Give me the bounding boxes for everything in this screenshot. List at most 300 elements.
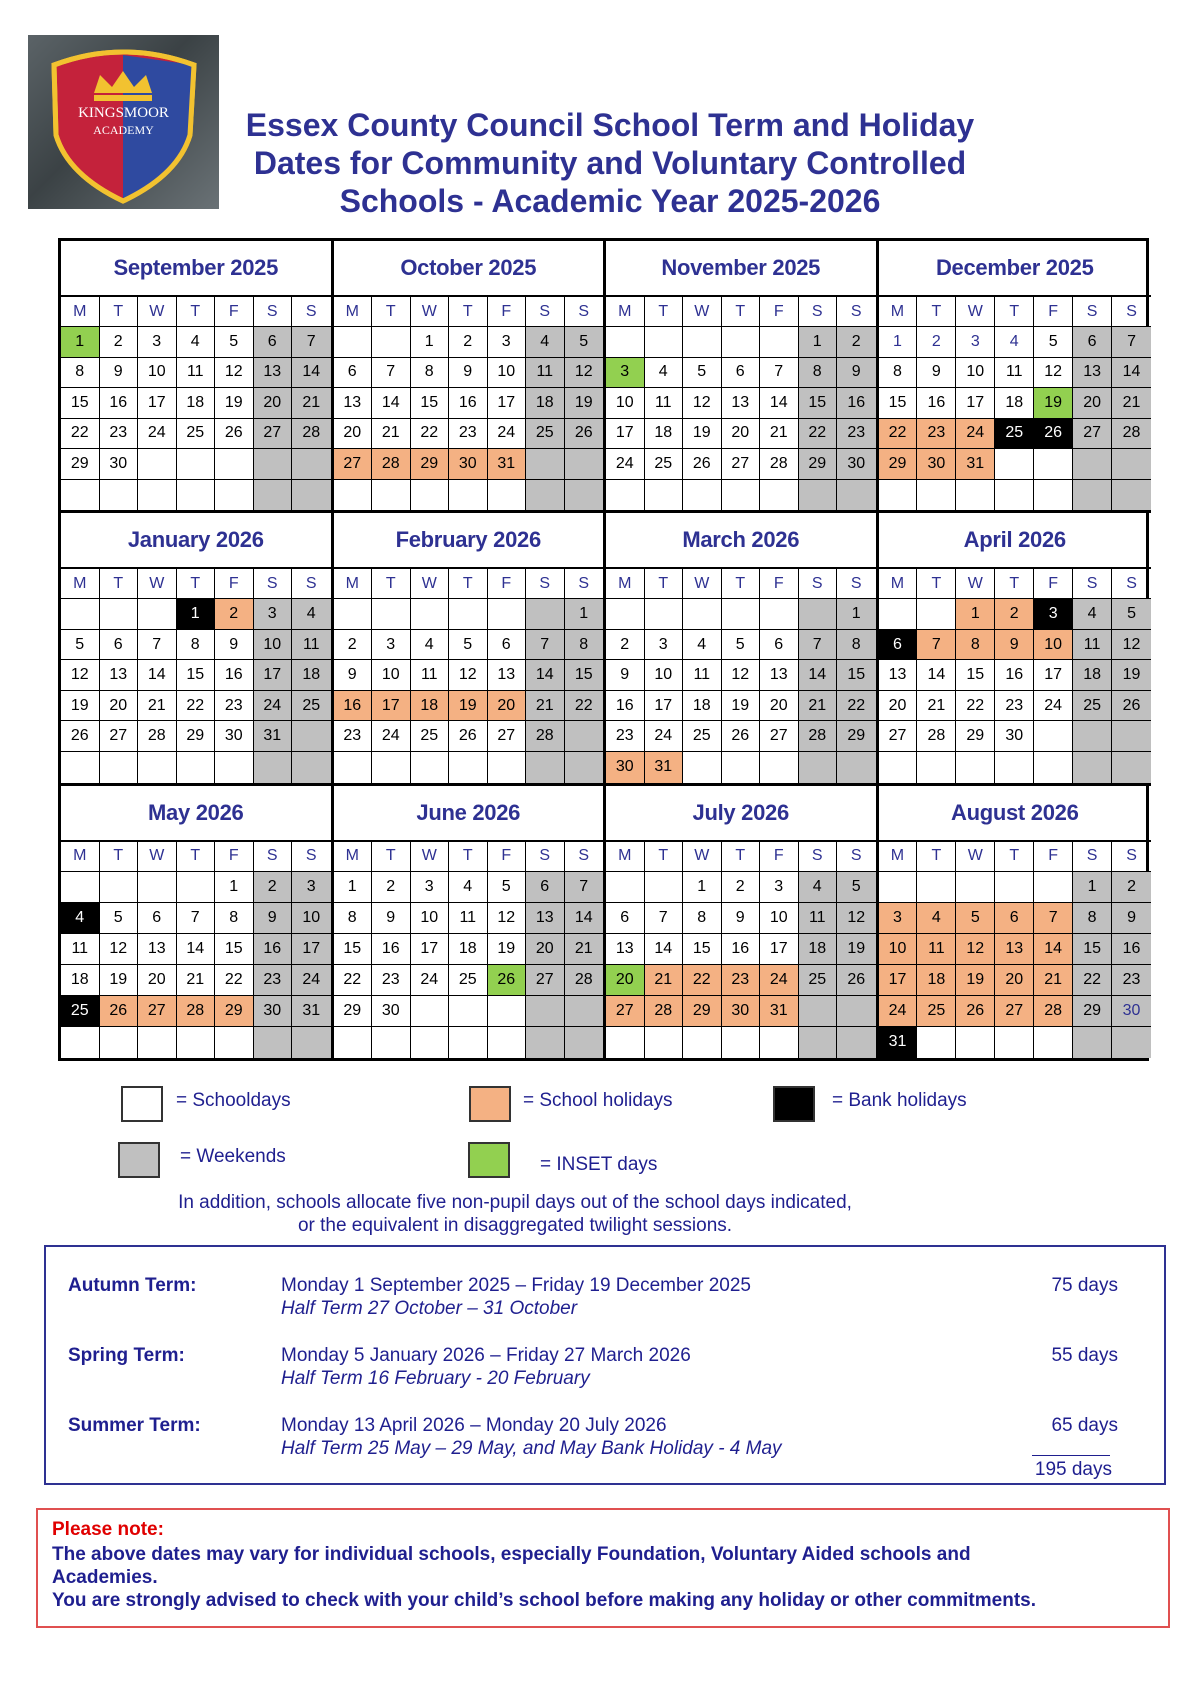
empty-cell xyxy=(138,599,177,630)
term-range-spring: Monday 5 January 2026 – Friday 27 March 2026 xyxy=(281,1345,691,1366)
day-cell: 19 xyxy=(565,388,604,419)
day-cell: 2 xyxy=(100,327,139,358)
month-block xyxy=(606,241,879,513)
day-cell: 7 xyxy=(292,327,331,358)
day-cell: 6 xyxy=(606,903,645,934)
day-cell: 23 xyxy=(100,419,139,450)
day-cell: 15 xyxy=(879,388,918,419)
day-cell: 10 xyxy=(254,630,293,661)
day-cell: 27 xyxy=(100,721,139,752)
day-cell: 20 xyxy=(334,419,373,450)
day-cell: 15 xyxy=(1073,934,1112,965)
day-cell: 7 xyxy=(645,903,684,934)
day-cell: 23 xyxy=(254,965,293,996)
day-cell: 23 xyxy=(995,691,1034,722)
empty-cell xyxy=(799,1027,838,1058)
empty-cell xyxy=(292,752,331,783)
day-cell: 18 xyxy=(177,388,216,419)
weekday-header: F xyxy=(488,297,527,327)
day-cell: 22 xyxy=(177,691,216,722)
empty-cell xyxy=(1073,1027,1112,1058)
legend-label-schooldays: = Schooldays xyxy=(176,1090,291,1111)
day-cell: 9 xyxy=(334,660,373,691)
day-cell: 19 xyxy=(683,419,722,450)
day-cell: 27 xyxy=(254,419,293,450)
empty-cell xyxy=(722,1027,761,1058)
day-cell: 4 xyxy=(645,358,684,389)
day-cell: 27 xyxy=(879,721,918,752)
day-cell: 21 xyxy=(917,691,956,722)
notice-line1: The above dates may vary for individual schools, especially Foundation, Voluntary Aided schools and xyxy=(52,1544,971,1565)
day-cell: 22 xyxy=(837,691,876,722)
weekday-header: S xyxy=(1073,842,1112,872)
empty-cell xyxy=(138,480,177,511)
day-cell: 24 xyxy=(1034,691,1073,722)
day-cell: 16 xyxy=(334,691,373,722)
day-cell: 14 xyxy=(645,934,684,965)
empty-cell xyxy=(138,752,177,783)
day-cell: 25 xyxy=(61,996,100,1027)
day-cell: 4 xyxy=(995,327,1034,358)
day-cell: 13 xyxy=(138,934,177,965)
day-cell: 21 xyxy=(1112,388,1151,419)
day-cell: 19 xyxy=(61,691,100,722)
day-cell: 3 xyxy=(488,327,527,358)
day-cell: 13 xyxy=(488,660,527,691)
empty-cell xyxy=(292,1027,331,1058)
day-cell: 15 xyxy=(177,660,216,691)
empty-cell xyxy=(100,480,139,511)
day-cell: 20 xyxy=(995,965,1034,996)
weekday-header: T xyxy=(177,569,216,599)
day-cell: 22 xyxy=(215,965,254,996)
empty-cell xyxy=(565,449,604,480)
day-cell: 12 xyxy=(722,660,761,691)
empty-cell xyxy=(760,327,799,358)
day-cell: 29 xyxy=(215,996,254,1027)
empty-cell xyxy=(1034,1027,1073,1058)
day-cell: 10 xyxy=(879,934,918,965)
day-cell: 12 xyxy=(61,660,100,691)
day-cell: 3 xyxy=(372,630,411,661)
day-cell: 25 xyxy=(799,965,838,996)
weekday-header: W xyxy=(138,297,177,327)
day-cell: 26 xyxy=(837,965,876,996)
day-cell: 16 xyxy=(722,934,761,965)
day-cell: 27 xyxy=(995,996,1034,1027)
total-divider xyxy=(1032,1455,1110,1456)
day-cell: 12 xyxy=(683,388,722,419)
empty-cell xyxy=(995,1027,1034,1058)
day-cell: 19 xyxy=(837,934,876,965)
empty-cell xyxy=(449,752,488,783)
day-cell: 12 xyxy=(565,358,604,389)
day-cell: 28 xyxy=(565,965,604,996)
day-cell: 10 xyxy=(292,903,331,934)
weekday-header: M xyxy=(879,569,918,599)
day-cell: 7 xyxy=(372,358,411,389)
empty-cell xyxy=(292,480,331,511)
day-cell: 13 xyxy=(995,934,1034,965)
day-cell: 5 xyxy=(565,327,604,358)
month-block xyxy=(879,241,1152,513)
weekday-header: M xyxy=(879,842,918,872)
day-cell: 25 xyxy=(526,419,565,450)
empty-cell xyxy=(1034,872,1073,903)
day-cell: 1 xyxy=(799,327,838,358)
day-cell: 31 xyxy=(488,449,527,480)
month-title: June 2026 xyxy=(334,786,604,842)
day-cell: 30 xyxy=(917,449,956,480)
empty-cell xyxy=(526,599,565,630)
empty-cell xyxy=(100,752,139,783)
weekday-header: W xyxy=(411,842,450,872)
day-cell: 19 xyxy=(722,691,761,722)
day-cell: 19 xyxy=(100,965,139,996)
day-cell: 16 xyxy=(837,388,876,419)
day-cell: 23 xyxy=(837,419,876,450)
weekday-header: T xyxy=(449,297,488,327)
day-cell: 28 xyxy=(372,449,411,480)
day-cell: 9 xyxy=(722,903,761,934)
day-cell: 3 xyxy=(254,599,293,630)
empty-cell xyxy=(917,1027,956,1058)
empty-cell xyxy=(488,480,527,511)
day-cell: 18 xyxy=(995,388,1034,419)
empty-cell xyxy=(215,1027,254,1058)
empty-cell xyxy=(215,449,254,480)
empty-cell xyxy=(372,480,411,511)
empty-cell xyxy=(606,872,645,903)
day-cell: 31 xyxy=(760,996,799,1027)
empty-cell xyxy=(837,1027,876,1058)
day-cell: 1 xyxy=(879,327,918,358)
day-cell: 22 xyxy=(411,419,450,450)
month-title: November 2025 xyxy=(606,241,876,297)
day-cell: 6 xyxy=(995,903,1034,934)
weekday-header: F xyxy=(215,842,254,872)
day-cell: 16 xyxy=(254,934,293,965)
empty-cell xyxy=(1034,752,1073,783)
day-cell: 25 xyxy=(917,996,956,1027)
day-cell: 25 xyxy=(449,965,488,996)
day-cell: 17 xyxy=(372,691,411,722)
day-cell: 2 xyxy=(372,872,411,903)
day-cell: 4 xyxy=(799,872,838,903)
day-cell: 25 xyxy=(1073,691,1112,722)
day-cell: 1 xyxy=(683,872,722,903)
empty-cell xyxy=(254,480,293,511)
weekday-header: S xyxy=(526,569,565,599)
day-cell: 6 xyxy=(334,358,373,389)
weekday-header: M xyxy=(61,842,100,872)
day-cell: 19 xyxy=(488,934,527,965)
day-cell: 10 xyxy=(372,660,411,691)
day-cell: 29 xyxy=(683,996,722,1027)
day-cell: 16 xyxy=(1112,934,1151,965)
empty-cell xyxy=(526,480,565,511)
day-cell: 8 xyxy=(1073,903,1112,934)
month-title: September 2025 xyxy=(61,241,331,297)
day-cell: 17 xyxy=(956,388,995,419)
day-cell: 10 xyxy=(138,358,177,389)
day-cell: 30 xyxy=(995,721,1034,752)
day-cell: 30 xyxy=(722,996,761,1027)
weekday-header: F xyxy=(1034,842,1073,872)
day-cell: 18 xyxy=(61,965,100,996)
day-cell: 21 xyxy=(1034,965,1073,996)
day-cell: 1 xyxy=(956,599,995,630)
weekday-header: S xyxy=(565,842,604,872)
weekday-header: S xyxy=(526,842,565,872)
empty-cell xyxy=(1034,480,1073,511)
day-cell: 29 xyxy=(334,996,373,1027)
day-cell: 22 xyxy=(61,419,100,450)
empty-cell xyxy=(334,1027,373,1058)
day-cell: 2 xyxy=(215,599,254,630)
empty-cell xyxy=(722,327,761,358)
day-cell: 17 xyxy=(1034,660,1073,691)
weekday-header: F xyxy=(760,569,799,599)
day-cell: 11 xyxy=(61,934,100,965)
day-cell: 27 xyxy=(488,721,527,752)
notice-heading: Please note: xyxy=(52,1519,164,1540)
empty-cell xyxy=(526,1027,565,1058)
empty-cell xyxy=(488,996,527,1027)
day-cell: 21 xyxy=(292,388,331,419)
weekday-header: W xyxy=(956,842,995,872)
empty-cell xyxy=(956,480,995,511)
day-cell: 19 xyxy=(1112,660,1151,691)
day-cell: 16 xyxy=(215,660,254,691)
day-cell: 1 xyxy=(177,599,216,630)
weekday-header: W xyxy=(683,297,722,327)
month-block xyxy=(879,513,1152,785)
empty-cell xyxy=(956,752,995,783)
day-cell: 2 xyxy=(254,872,293,903)
day-cell: 18 xyxy=(526,388,565,419)
empty-cell xyxy=(1112,480,1151,511)
please-note-box xyxy=(36,1508,1170,1628)
day-cell: 24 xyxy=(411,965,450,996)
empty-cell xyxy=(917,599,956,630)
empty-cell xyxy=(100,872,139,903)
day-cell: 9 xyxy=(917,358,956,389)
empty-cell xyxy=(215,480,254,511)
day-cell: 21 xyxy=(799,691,838,722)
day-cell: 10 xyxy=(760,903,799,934)
day-cell: 11 xyxy=(449,903,488,934)
day-cell: 19 xyxy=(1034,388,1073,419)
day-cell: 25 xyxy=(995,419,1034,450)
empty-cell xyxy=(760,752,799,783)
day-cell: 11 xyxy=(526,358,565,389)
day-cell: 29 xyxy=(411,449,450,480)
day-cell: 29 xyxy=(956,721,995,752)
day-cell: 17 xyxy=(879,965,918,996)
weekday-header: T xyxy=(645,297,684,327)
day-cell: 10 xyxy=(645,660,684,691)
day-cell: 29 xyxy=(799,449,838,480)
day-cell: 28 xyxy=(799,721,838,752)
weekday-header: T xyxy=(449,569,488,599)
empty-cell xyxy=(1112,1027,1151,1058)
empty-cell xyxy=(1073,752,1112,783)
day-cell: 22 xyxy=(956,691,995,722)
day-cell: 28 xyxy=(1034,996,1073,1027)
day-cell: 23 xyxy=(215,691,254,722)
day-cell: 21 xyxy=(177,965,216,996)
month-title: July 2026 xyxy=(606,786,876,842)
day-cell: 7 xyxy=(138,630,177,661)
weekday-header: S xyxy=(292,842,331,872)
weekday-header: T xyxy=(372,842,411,872)
day-cell: 23 xyxy=(449,419,488,450)
title-line3: Schools - Academic Year 2025-2026 xyxy=(339,183,881,219)
day-cell: 30 xyxy=(372,996,411,1027)
school-logo xyxy=(28,35,219,209)
empty-cell xyxy=(995,872,1034,903)
day-cell: 31 xyxy=(292,996,331,1027)
day-cell: 14 xyxy=(565,903,604,934)
weekday-header: M xyxy=(879,297,918,327)
weekday-header: W xyxy=(411,569,450,599)
day-cell: 22 xyxy=(334,965,373,996)
weekday-header: M xyxy=(606,569,645,599)
legend-swatch-weekends xyxy=(118,1142,160,1178)
day-cell: 15 xyxy=(956,660,995,691)
empty-cell xyxy=(799,752,838,783)
day-cell: 31 xyxy=(254,721,293,752)
empty-cell xyxy=(449,599,488,630)
day-cell: 12 xyxy=(215,358,254,389)
term-dates-autumn xyxy=(281,1274,751,1320)
day-cell: 6 xyxy=(526,872,565,903)
day-cell: 9 xyxy=(449,358,488,389)
weekday-header: T xyxy=(449,842,488,872)
weekday-header: W xyxy=(683,842,722,872)
day-cell: 27 xyxy=(1073,419,1112,450)
day-cell: 22 xyxy=(799,419,838,450)
day-cell: 14 xyxy=(292,358,331,389)
day-cell: 30 xyxy=(215,721,254,752)
weekday-header: S xyxy=(837,842,876,872)
title-line1: Essex County Council School Term and Holiday xyxy=(245,107,975,143)
term-range-autumn: Monday 1 September 2025 – Friday 19 December 2025 xyxy=(281,1275,751,1296)
day-cell: 7 xyxy=(917,630,956,661)
day-cell: 7 xyxy=(799,630,838,661)
day-cell: 20 xyxy=(526,934,565,965)
day-cell: 28 xyxy=(760,449,799,480)
term-half-autumn: Half Term 27 October – 31 October xyxy=(281,1298,578,1319)
calendar-grid xyxy=(58,238,1149,1061)
empty-cell xyxy=(722,480,761,511)
empty-cell xyxy=(61,752,100,783)
day-cell: 23 xyxy=(917,419,956,450)
weekday-header: T xyxy=(372,569,411,599)
day-cell: 17 xyxy=(138,388,177,419)
day-cell: 24 xyxy=(292,965,331,996)
day-cell: 2 xyxy=(606,630,645,661)
empty-cell xyxy=(138,1027,177,1058)
day-cell: 19 xyxy=(215,388,254,419)
weekday-header: W xyxy=(411,297,450,327)
empty-cell xyxy=(254,1027,293,1058)
day-cell: 29 xyxy=(837,721,876,752)
day-cell: 14 xyxy=(372,388,411,419)
month-block xyxy=(334,786,607,1058)
empty-cell xyxy=(526,752,565,783)
day-cell: 16 xyxy=(100,388,139,419)
day-cell: 7 xyxy=(1112,327,1151,358)
empty-cell xyxy=(683,480,722,511)
empty-cell xyxy=(1112,721,1151,752)
day-cell: 20 xyxy=(760,691,799,722)
weekday-header: T xyxy=(995,842,1034,872)
day-cell: 28 xyxy=(292,419,331,450)
weekday-header: T xyxy=(917,569,956,599)
day-cell: 18 xyxy=(292,660,331,691)
day-cell: 1 xyxy=(837,599,876,630)
day-cell: 28 xyxy=(917,721,956,752)
weekday-header: F xyxy=(760,297,799,327)
day-cell: 7 xyxy=(565,872,604,903)
legend-swatch-holidays xyxy=(469,1086,511,1122)
empty-cell xyxy=(1112,752,1151,783)
empty-cell xyxy=(1073,721,1112,752)
day-cell: 12 xyxy=(1034,358,1073,389)
empty-cell xyxy=(606,480,645,511)
weekday-header: T xyxy=(645,569,684,599)
term-name-autumn: Autumn Term: xyxy=(68,1275,197,1296)
day-cell: 18 xyxy=(799,934,838,965)
day-cell: 3 xyxy=(645,630,684,661)
legend-swatch-bank xyxy=(773,1086,815,1122)
day-cell: 11 xyxy=(1073,630,1112,661)
day-cell: 8 xyxy=(837,630,876,661)
day-cell: 9 xyxy=(372,903,411,934)
legend-label-holidays: = School holidays xyxy=(523,1090,673,1111)
day-cell: 17 xyxy=(254,660,293,691)
empty-cell xyxy=(645,1027,684,1058)
weekday-header: M xyxy=(61,297,100,327)
day-cell: 15 xyxy=(565,660,604,691)
day-cell: 5 xyxy=(683,358,722,389)
month-title: August 2026 xyxy=(879,786,1152,842)
term-name-spring: Spring Term: xyxy=(68,1345,185,1366)
day-cell: 9 xyxy=(100,358,139,389)
empty-cell xyxy=(837,996,876,1027)
weekday-header: W xyxy=(956,569,995,599)
weekday-header: F xyxy=(488,842,527,872)
day-cell: 23 xyxy=(334,721,373,752)
month-title: March 2026 xyxy=(606,513,876,569)
empty-cell xyxy=(995,449,1034,480)
empty-cell xyxy=(760,599,799,630)
empty-cell xyxy=(683,752,722,783)
day-cell: 25 xyxy=(683,721,722,752)
day-cell: 14 xyxy=(1112,358,1151,389)
month-title: May 2026 xyxy=(61,786,331,842)
empty-cell xyxy=(760,480,799,511)
weekday-header: S xyxy=(799,569,838,599)
empty-cell xyxy=(526,996,565,1027)
day-cell: 8 xyxy=(215,903,254,934)
weekday-header: F xyxy=(1034,569,1073,599)
day-cell: 3 xyxy=(411,872,450,903)
term-dates-spring xyxy=(281,1344,691,1390)
day-cell: 1 xyxy=(215,872,254,903)
